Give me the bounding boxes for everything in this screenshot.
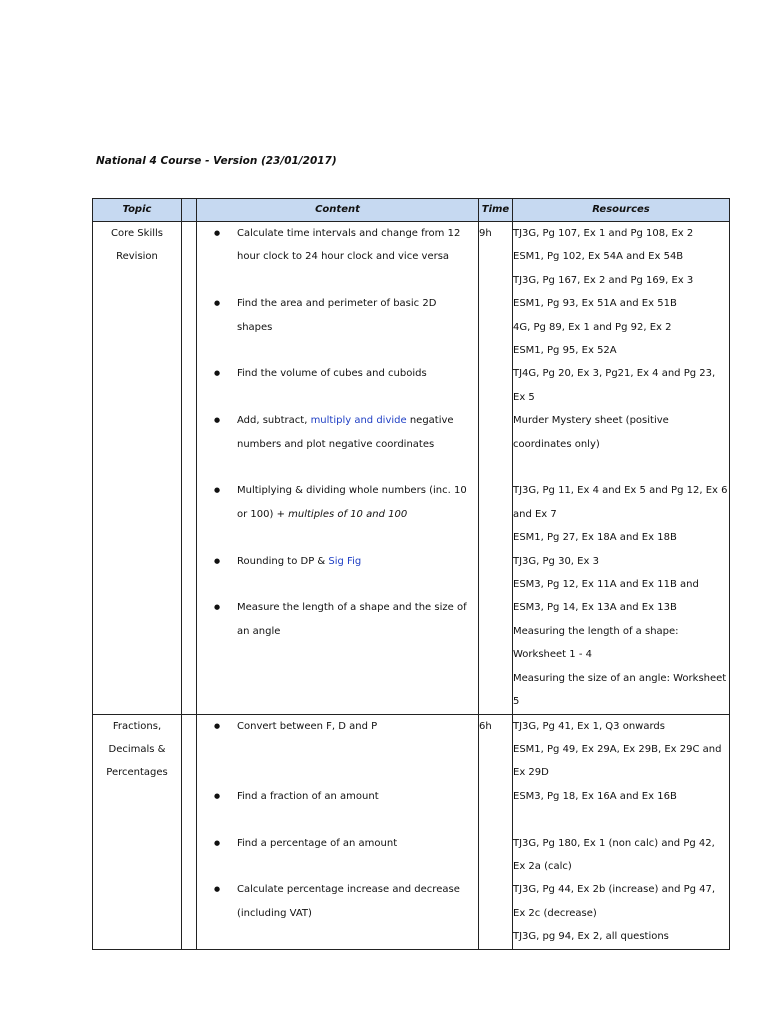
topic-cell: Core Skills Revision (93, 222, 182, 715)
resource-line: TJ3G, Pg 167, Ex 2 and Pg 169, Ex 3 (513, 274, 694, 286)
bullet-icon: ● (213, 486, 221, 495)
table-row (93, 714, 730, 949)
resource-line: TJ3G, Pg 11, Ex 4 and Ex 5 and Pg 12, Ex 6 and Ex 7 (513, 485, 728, 520)
resource-line: TJ3G, pg 94, Ex 2, all questions (513, 931, 669, 943)
header-spacer (182, 199, 197, 222)
resource-line: TJ3G, Pg 180, Ex 1 (non calc) and Pg 42, Ex 2a (calc) (513, 837, 715, 872)
table-header-row (93, 199, 730, 222)
resource-line: TJ3G, Pg 107, Ex 1 and Pg 108, Ex 2 (513, 228, 694, 239)
table-row (93, 222, 730, 715)
time-cell: 9h (479, 222, 513, 715)
topic-cell: Fractions, Decimals & Percentages (93, 714, 182, 949)
spacer-cell (182, 714, 197, 949)
resource-line: ESM1, Pg 49, Ex 29A, Ex 29B, Ex 29C and Ex 29D (513, 743, 722, 779)
content-bullet: ● Find the volume of cubes and cuboids (197, 362, 478, 385)
bullet-icon: ● (213, 299, 221, 308)
resource-line: ESM3, Pg 18, Ex 16A and Ex 16B (513, 790, 677, 802)
content-bullet: ● Find a percentage of an amount (197, 832, 478, 855)
course-table (92, 198, 730, 950)
header-resources: Resources (513, 199, 730, 222)
resource-line: ESM1, Pg 93, Ex 51A and Ex 51B (513, 298, 677, 310)
bullet-icon: ● (213, 416, 221, 425)
content-bullet: ● Add, subtract, multiply and divide negative numbers and plot negative coordinates (197, 409, 478, 456)
time-cell: 6h (479, 714, 513, 949)
bullet-icon: ● (213, 556, 221, 565)
resources-cell (513, 714, 730, 949)
resource-line: Murder Mystery sheet (positive coordinates only) (513, 415, 669, 450)
content-bullet: ● Multiplying & dividing whole numbers (inc. 10 or 100) + multiples of 10 and 100 (197, 479, 478, 526)
bullet-icon: ● (213, 603, 221, 612)
content-bullet: ● Find the area and perimeter of basic 2D shapes (197, 292, 478, 339)
resource-line: ESM1, Pg 95, Ex 52A (513, 345, 617, 357)
spacer-cell (182, 222, 197, 715)
header-topic: Topic (93, 199, 182, 222)
resource-line: ESM1, Pg 102, Ex 54A and Ex 54B (513, 251, 684, 263)
content-bullet: ● Calculate percentage increase and decrease (including VAT) (197, 878, 478, 925)
content-bullet: ● Find a fraction of an amount (197, 785, 478, 808)
content-cell (197, 222, 479, 715)
document-title: National 4 Course - Version (23/01/2017) (96, 155, 337, 167)
content-bullet: ● Convert between F, D and P (197, 715, 478, 738)
bullet-icon: ● (213, 721, 221, 730)
multiply-divide-link[interactable]: multiply and divide (310, 415, 407, 427)
bullet-icon: ● (213, 838, 221, 847)
bullet-icon: ● (213, 885, 221, 894)
resource-line: Measuring the size of an angle: Worksheet 5 (513, 672, 727, 708)
resources-cell (513, 222, 730, 715)
content-bullet: ● Measure the length of a shape and the size of an angle (197, 596, 478, 643)
resource-line: ESM3, Pg 12, Ex 11A and Ex 11B and ESM3, Pg 14, Ex 13A and Ex 13B (513, 579, 699, 614)
bullet-icon: ● (213, 791, 221, 800)
sig-fig-link[interactable]: Sig Fig (328, 555, 362, 567)
header-content: Content (197, 199, 479, 222)
content-bullet: ● Calculate time intervals and change from 12 hour clock to 24 hour clock and vice versa (197, 222, 478, 269)
bullet-icon: ● (213, 369, 221, 378)
resource-line: 4G, Pg 89, Ex 1 and Pg 92, Ex 2 (513, 321, 672, 333)
content-cell (197, 714, 479, 949)
resource-line: ESM1, Pg 27, Ex 18A and Ex 18B (513, 532, 677, 544)
resource-line: Measuring the length of a shape: Worksheet 1 - 4 (513, 625, 679, 661)
resource-line: TJ3G, Pg 41, Ex 1, Q3 onwards (513, 720, 665, 732)
content-bullet: ● Rounding to DP & Sig Fig (197, 550, 478, 573)
resource-line: TJ4G, Pg 20, Ex 3, Pg21, Ex 4 and Pg 23, Ex 5 (513, 368, 716, 403)
header-time: Time (479, 199, 513, 222)
resource-line: TJ3G, Pg 30, Ex 3 (513, 555, 599, 567)
resource-line: TJ3G, Pg 44, Ex 2b (increase) and Pg 47, Ex 2c (decrease) (513, 884, 716, 919)
bullet-icon: ● (213, 229, 221, 237)
